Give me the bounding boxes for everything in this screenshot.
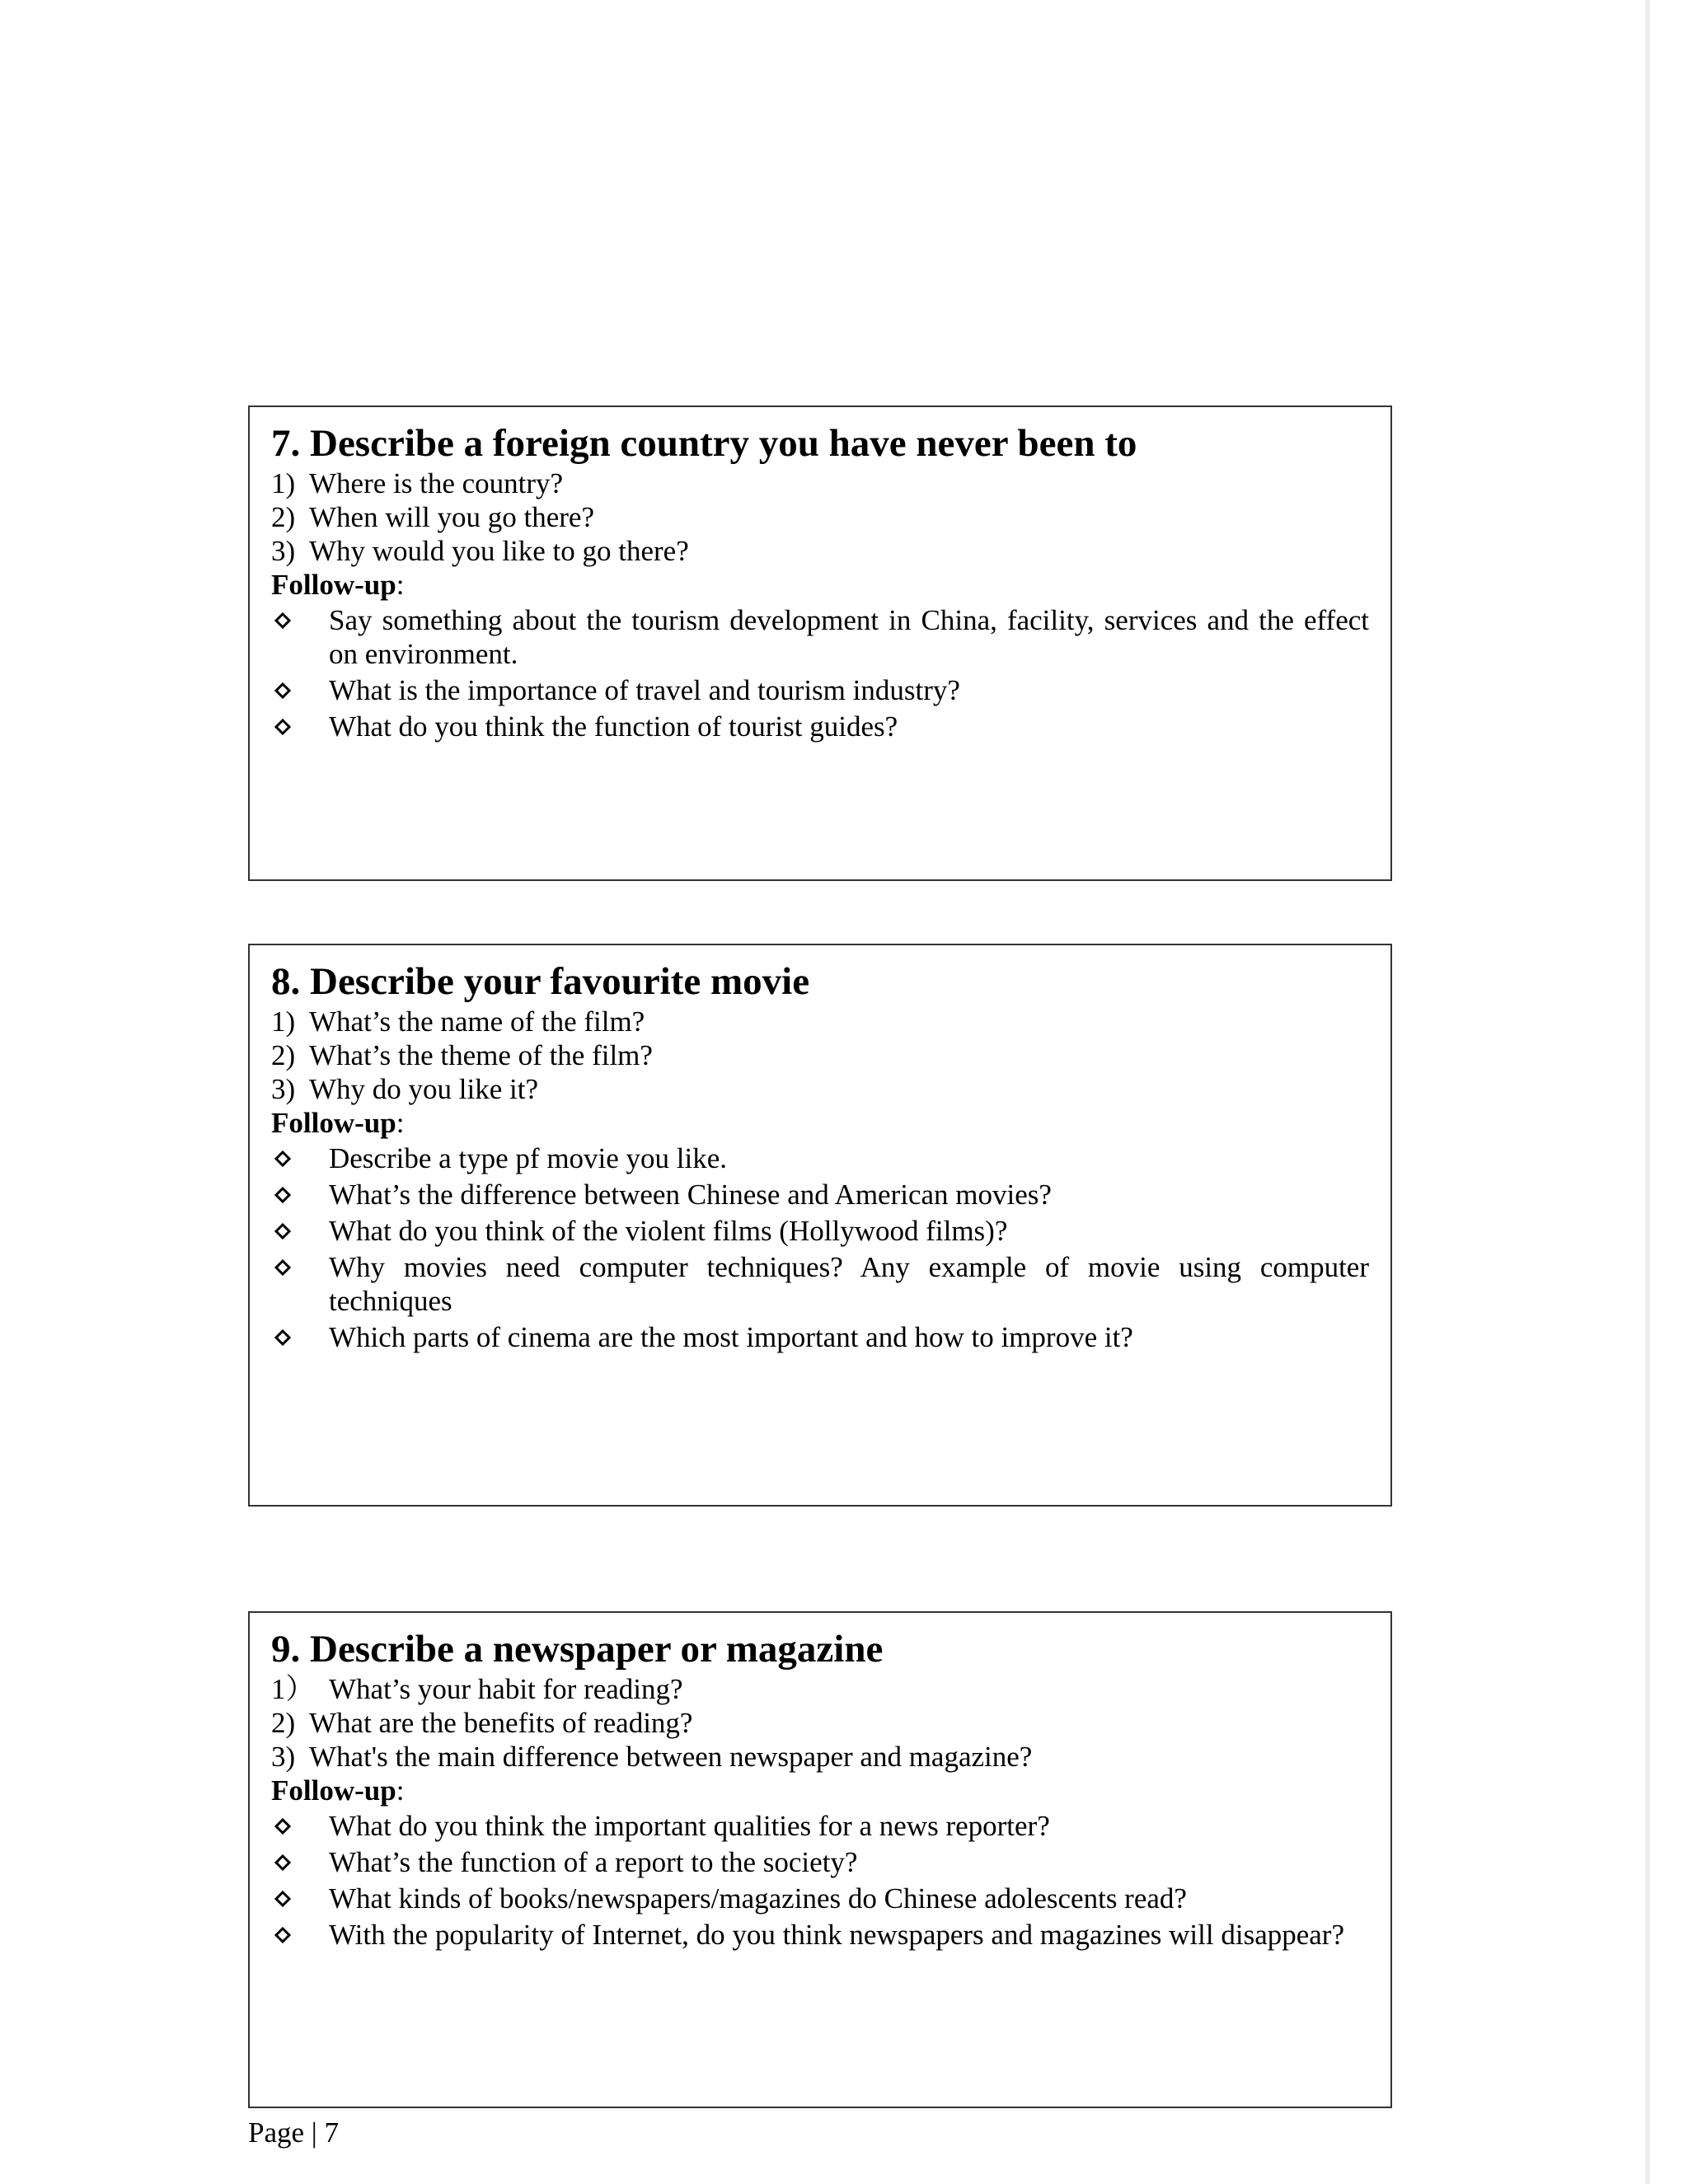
diamond-bullet-icon bbox=[271, 1320, 329, 1354]
diamond-bullet-icon bbox=[271, 1214, 329, 1248]
followup-item bbox=[271, 1214, 1369, 1248]
followup-colon: : bbox=[396, 1107, 405, 1139]
question-item bbox=[271, 1706, 1369, 1740]
question-text: What’s your habit for reading? bbox=[329, 1673, 683, 1705]
followup-heading bbox=[271, 1774, 1369, 1807]
question-number: 1) bbox=[271, 1005, 296, 1038]
question-number: 3) bbox=[271, 1073, 296, 1105]
question-text: Where is the country? bbox=[309, 467, 564, 499]
followup-text: Say something about the tourism development in China, facility, services and the effect on environment. bbox=[329, 604, 1369, 670]
question-item bbox=[271, 466, 1369, 500]
diamond-bullet-icon bbox=[271, 1882, 329, 1915]
diamond-bullet-icon bbox=[271, 603, 329, 637]
question-item bbox=[271, 1072, 1369, 1106]
followup-heading bbox=[271, 1106, 1369, 1140]
page-number: Page | 7 bbox=[248, 2116, 340, 2149]
followup-colon: : bbox=[396, 1774, 405, 1807]
followup-list bbox=[271, 603, 1369, 743]
followup-text: What do you think the important qualities for a news reporter? bbox=[329, 1810, 1050, 1842]
followup-item bbox=[271, 1809, 1369, 1843]
question-number: 3) bbox=[271, 535, 296, 567]
followup-heading bbox=[271, 568, 1369, 602]
diamond-bullet-icon bbox=[271, 1809, 329, 1843]
card-title: 9. Describe a newspaper or magazine bbox=[271, 1628, 884, 1671]
followup-text: What kinds of books/newspapers/magazines do Chinese adolescents read? bbox=[329, 1882, 1187, 1915]
question-card-9 bbox=[248, 1611, 1392, 2108]
followup-list bbox=[271, 1141, 1369, 1354]
followup-text: What’s the function of a report to the society? bbox=[329, 1846, 858, 1878]
followup-colon: : bbox=[396, 569, 405, 601]
followup-text: Why movies need computer techniques? Any example of movie using computer techniques bbox=[329, 1251, 1369, 1317]
followup-label: Follow-up bbox=[271, 569, 396, 601]
question-number: 2) bbox=[271, 1039, 296, 1071]
followup-text: With the popularity of Internet, do you think newspapers and magazines will disappear? bbox=[329, 1919, 1344, 1951]
followup-item bbox=[271, 673, 1369, 707]
question-card-7 bbox=[248, 405, 1392, 881]
question-card-8 bbox=[248, 944, 1392, 1507]
question-item bbox=[271, 500, 1369, 534]
followup-text: Which parts of cinema are the most important and how to improve it? bbox=[329, 1321, 1133, 1353]
question-item bbox=[271, 1740, 1369, 1774]
question-number: 3) bbox=[271, 1741, 296, 1773]
card-title: 8. Describe your favourite movie bbox=[271, 960, 810, 1003]
followup-item bbox=[271, 1845, 1369, 1879]
diamond-bullet-icon bbox=[271, 1845, 329, 1879]
followup-text: What is the importance of travel and tourism industry? bbox=[329, 674, 960, 706]
question-item bbox=[271, 534, 1369, 568]
question-text: Why do you like it? bbox=[309, 1073, 539, 1105]
followup-text: Describe a type pf movie you like. bbox=[329, 1142, 728, 1174]
question-number: 1） bbox=[271, 1673, 315, 1705]
followup-label: Follow-up bbox=[271, 1107, 396, 1139]
question-number: 2) bbox=[271, 501, 296, 533]
followup-item bbox=[271, 710, 1369, 743]
diamond-bullet-icon bbox=[271, 1178, 329, 1212]
question-text: What’s the theme of the film? bbox=[309, 1039, 653, 1071]
page-edge-shadow bbox=[1645, 0, 1650, 2184]
question-item bbox=[271, 1672, 1369, 1706]
question-text: What’s the name of the film? bbox=[309, 1005, 645, 1038]
followup-item bbox=[271, 1250, 1369, 1318]
diamond-bullet-icon bbox=[271, 673, 329, 707]
question-text: Why would you like to go there? bbox=[309, 535, 689, 567]
question-number: 1) bbox=[271, 467, 296, 499]
question-number: 2) bbox=[271, 1707, 296, 1739]
followup-item bbox=[271, 1918, 1369, 1952]
diamond-bullet-icon bbox=[271, 1918, 329, 1952]
followup-label: Follow-up bbox=[271, 1774, 396, 1807]
followup-item bbox=[271, 1178, 1369, 1212]
diamond-bullet-icon bbox=[271, 1250, 329, 1284]
followup-text: What’s the difference between Chinese and American movies? bbox=[329, 1179, 1052, 1211]
followup-text: What do you think the function of tourist guides? bbox=[329, 710, 898, 743]
followup-list bbox=[271, 1809, 1369, 1952]
diamond-bullet-icon bbox=[271, 1141, 329, 1175]
card-title: 7. Describe a foreign country you have never been to bbox=[271, 422, 1137, 465]
question-text: When will you go there? bbox=[309, 501, 595, 533]
question-item bbox=[271, 1038, 1369, 1072]
followup-item bbox=[271, 1882, 1369, 1915]
diamond-bullet-icon bbox=[271, 710, 329, 743]
question-text: What's the main difference between newspaper and magazine? bbox=[309, 1741, 1033, 1773]
followup-text: What do you think of the violent films (Hollywood films)? bbox=[329, 1215, 1008, 1247]
followup-item bbox=[271, 603, 1369, 671]
followup-item bbox=[271, 1320, 1369, 1354]
followup-item bbox=[271, 1141, 1369, 1175]
question-item bbox=[271, 1005, 1369, 1038]
question-text: What are the benefits of reading? bbox=[309, 1707, 693, 1739]
